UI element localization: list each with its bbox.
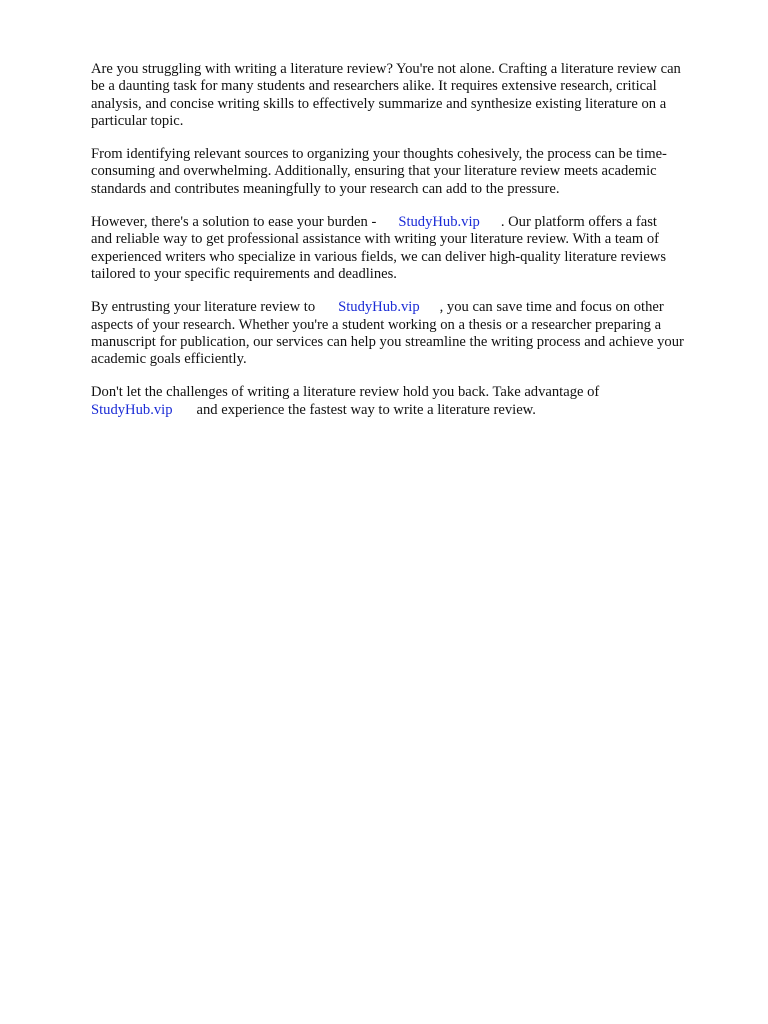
text-line bbox=[91, 402, 731, 419]
text-line bbox=[91, 299, 731, 316]
text-line: experienced writers who specialize in various fields, we can deliver high-quality literature reviews bbox=[91, 248, 667, 265]
text-line: analysis, and concise writing skills to effectively summarize and synthesize existing literature on a bbox=[91, 95, 667, 112]
text-line: be a daunting task for many students and researchers alike. It requires extensive research, critical bbox=[91, 78, 657, 95]
text-line: aspects of your research. Whether you're a student working on a thesis or a researcher preparing a bbox=[91, 316, 662, 333]
text-line bbox=[91, 214, 731, 231]
text-line: and reliable way to get professional assistance with writing your literature review. With a team of bbox=[91, 231, 659, 248]
paragraph-closing bbox=[91, 384, 731, 419]
text-line: standards and contributes meaningfully to your research can add to the pressure. bbox=[91, 180, 560, 197]
studyhub-link[interactable]: StudyHub.vip bbox=[398, 214, 480, 231]
studyhub-link[interactable]: StudyHub.vip bbox=[91, 401, 173, 418]
text-line: consuming and overwhelming. Additionally, ensuring that your literature review meets academic bbox=[91, 163, 657, 180]
text-segment: . Our platform offers a fast bbox=[500, 214, 657, 231]
document-body bbox=[91, 61, 731, 435]
studyhub-link[interactable]: StudyHub.vip bbox=[338, 299, 420, 316]
text-line: particular topic. bbox=[91, 112, 184, 129]
paragraph-process bbox=[91, 146, 731, 198]
text-line: Don't let the challenges of writing a literature review hold you back. Take advantage of bbox=[91, 384, 600, 401]
text-segment: By entrusting your literature review to bbox=[91, 299, 316, 316]
text-line: tailored to your specific requirements and deadlines. bbox=[91, 265, 397, 282]
text-line: Are you struggling with writing a literature review? You're not alone. Crafting a literature review can bbox=[91, 61, 681, 77]
text-segment: and experience the fastest way to write a literature review. bbox=[196, 401, 536, 418]
text-line: manuscript for publication, our services can help you streamline the writing process and achieve your bbox=[91, 333, 684, 350]
text-segment: However, there's a solution to ease your burden - bbox=[91, 214, 377, 231]
paragraph-entrust bbox=[91, 299, 731, 368]
text-line: From identifying relevant sources to organizing your thoughts cohesively, the process can be time- bbox=[91, 146, 667, 163]
text-segment: , you can save time and focus on other bbox=[439, 299, 664, 316]
paragraph-solution bbox=[91, 214, 731, 283]
text-line: academic goals efficiently. bbox=[91, 351, 247, 368]
paragraph-intro bbox=[91, 61, 731, 130]
